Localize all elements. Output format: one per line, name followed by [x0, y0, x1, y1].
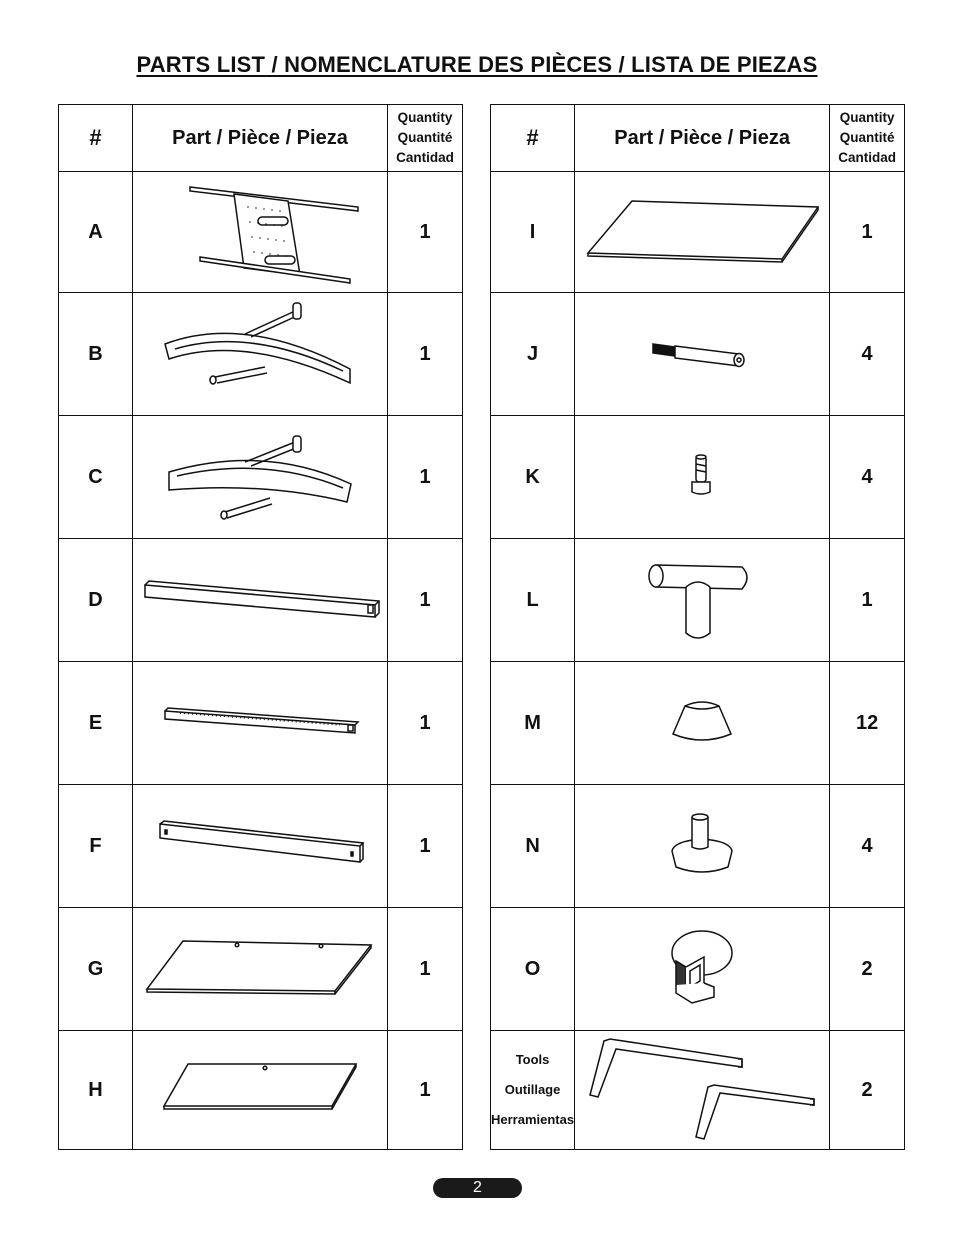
leveler-foot-icon — [662, 811, 742, 881]
number-header: # — [491, 105, 575, 172]
clip-bracket-icon — [662, 927, 742, 1011]
curved-base-left-icon — [155, 299, 365, 409]
part-quantity: 1 — [388, 908, 463, 1031]
part-row-k — [491, 416, 905, 539]
part-id: I — [491, 172, 575, 293]
part-row-e — [59, 662, 463, 785]
part-id: B — [59, 293, 133, 416]
connector-bolt-icon — [647, 334, 757, 374]
part-quantity: 1 — [388, 172, 463, 293]
part-quantity: 12 — [830, 662, 905, 785]
shelf-board-icon — [145, 939, 375, 999]
part-row-d — [59, 539, 463, 662]
part-quantity: 1 — [388, 785, 463, 908]
part-row-l — [491, 539, 905, 662]
quantity-header: Quantity Quantité Cantidad — [388, 105, 463, 172]
part-id: K — [491, 416, 575, 539]
parts-table-left — [58, 104, 463, 1150]
part-quantity: 1 — [388, 1031, 463, 1150]
part-header: Part / Pièce / Pieza — [575, 105, 830, 172]
thin-rail-icon — [160, 703, 360, 743]
part-id: A — [59, 172, 133, 293]
part-quantity: 4 — [830, 785, 905, 908]
part-quantity: 4 — [830, 293, 905, 416]
flat-rail-icon — [155, 816, 365, 876]
frame-panel-icon — [160, 177, 360, 287]
part-row-m — [491, 662, 905, 785]
part-id: J — [491, 293, 575, 416]
part-id: L — [491, 539, 575, 662]
part-id: O — [491, 908, 575, 1031]
small-board-icon — [160, 1060, 360, 1120]
part-row-g — [59, 908, 463, 1031]
t-connector-icon — [642, 555, 762, 645]
long-tube-icon — [140, 570, 380, 630]
part-row-b — [59, 293, 463, 416]
glass-panel-icon — [582, 197, 822, 267]
foot-cap-icon — [667, 698, 737, 748]
quantity-header: Quantity Quantité Cantidad — [830, 105, 905, 172]
part-quantity: 1 — [388, 416, 463, 539]
part-id: D — [59, 539, 133, 662]
part-quantity: 4 — [830, 416, 905, 539]
part-row-h — [59, 1031, 463, 1150]
part-quantity: 1 — [388, 539, 463, 662]
part-id: E — [59, 662, 133, 785]
part-row-n — [491, 785, 905, 908]
part-row-j — [491, 293, 905, 416]
part-id: F — [59, 785, 133, 908]
part-header: Part / Pièce / Pieza — [133, 105, 388, 172]
part-row-f — [59, 785, 463, 908]
part-quantity: 1 — [388, 293, 463, 416]
header-row — [491, 105, 905, 172]
number-header: # — [59, 105, 133, 172]
page-title: PARTS LIST / NOMENCLATURE DES PIÈCES / LISTA DE PIEZAS — [136, 52, 818, 77]
allen-wrench-icon — [582, 1035, 822, 1145]
part-id: H — [59, 1031, 133, 1150]
part-quantity: 1 — [830, 539, 905, 662]
parts-table-right — [490, 104, 905, 1150]
curved-base-right-icon — [155, 422, 365, 532]
part-id: C — [59, 416, 133, 539]
tools-label: Tools Outillage Herramientas — [491, 1031, 575, 1150]
part-quantity: 2 — [830, 1031, 905, 1150]
part-row-tools — [491, 1031, 905, 1150]
part-id: G — [59, 908, 133, 1031]
header-row — [59, 105, 463, 172]
part-id: M — [491, 662, 575, 785]
short-screw-icon — [682, 452, 722, 502]
part-row-i — [491, 172, 905, 293]
part-quantity: 1 — [830, 172, 905, 293]
part-quantity: 2 — [830, 908, 905, 1031]
part-quantity: 1 — [388, 662, 463, 785]
part-row-c — [59, 416, 463, 539]
page-number: 2 — [433, 1178, 522, 1198]
part-row-o — [491, 908, 905, 1031]
part-row-a — [59, 172, 463, 293]
part-id: N — [491, 785, 575, 908]
